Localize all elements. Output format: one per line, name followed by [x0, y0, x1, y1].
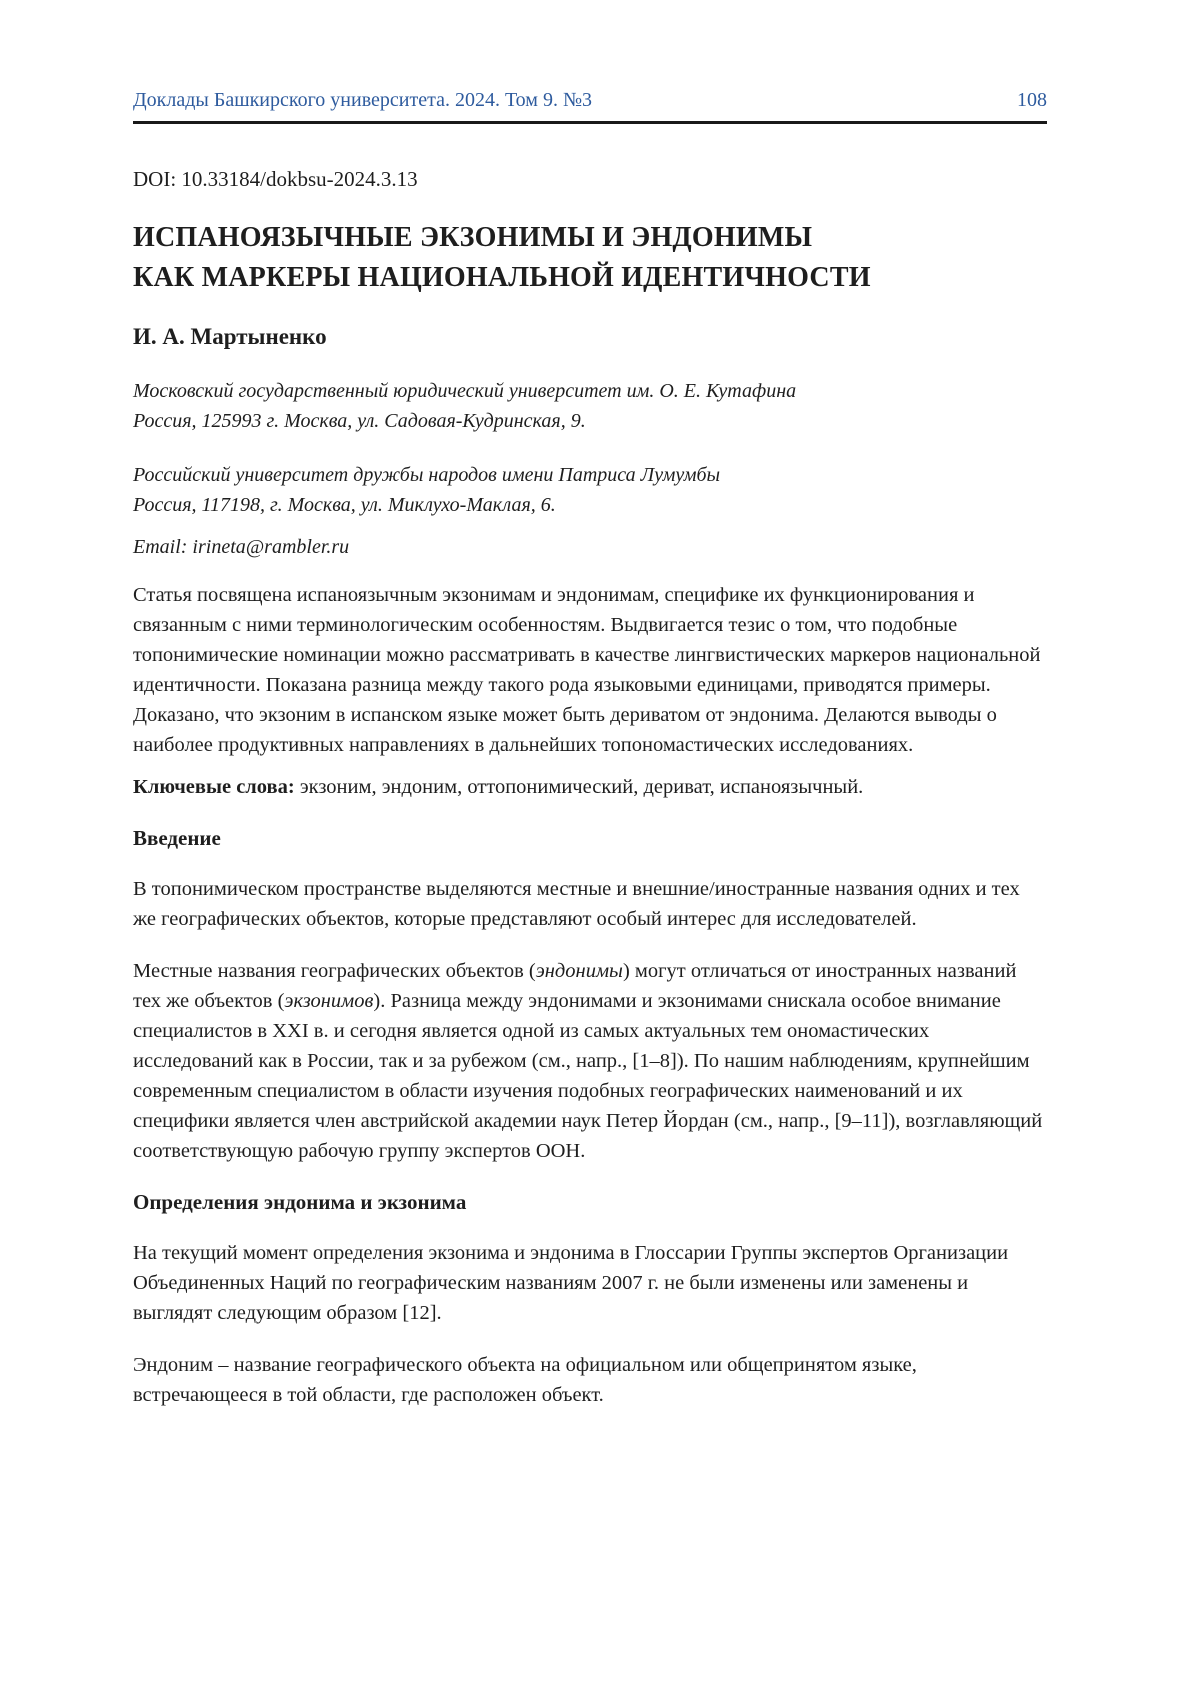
section-heading-definitions: Определения эндонима и экзонима — [133, 1190, 467, 1214]
intro-paragraph-2-text-3: ). Разница между эндонимами и экзонимами снискала особое внимание специалистов в XXI в. и сегодня является одной из самых актуальных тем ономастических исследований как в России, так и за рубежом (см., напр., [1–8]). По нашим наблюдениям, крупнейшим современным специалистом в области изучения подобных географических наименований и их специфики является член австрийской академии наук Петер Йордан (см., напр., [9–11]), возглавляющий соответствующую рабочую группу экспертов ООН. — [133, 990, 1043, 1162]
keywords-text: экзоним, эндоним, оттопонимический, дериват, испаноязычный. — [294, 776, 864, 798]
page-header — [133, 88, 1047, 112]
definitions-paragraph-2: Эндоним – название географического объекта на официальном или общепринятом языке, встречающееся в той области, где расположен объект. — [133, 1354, 917, 1406]
affiliation-1 — [133, 376, 1047, 436]
keywords-label: Ключевые слова: — [133, 776, 295, 798]
title-line-2: КАК МАРКЕРЫ НАЦИОНАЛЬНОЙ ИДЕНТИЧНОСТИ — [133, 262, 871, 293]
intro-paragraph-2-text-1: Местные названия географических объектов ( — [133, 960, 536, 982]
term-endonyms-italic: эндонимы — [535, 960, 623, 982]
email-line: Email: irineta@rambler.ru — [133, 536, 350, 558]
affiliation-1-address: Россия, 125993 г. Москва, ул. Садовая-Кудринская, 9. — [133, 410, 586, 432]
section-heading-introduction: Введение — [133, 826, 221, 850]
intro-paragraph-1: В топонимическом пространстве выделяются местные и внешние/иностранные названия одних и тех же географических объектов, которые представляют особый интерес для исследователей. — [133, 878, 1020, 930]
page-number: 108 — [1017, 89, 1047, 111]
affiliation-2 — [133, 460, 1047, 520]
definitions-paragraph-1: На текущий момент определения экзонима и эндонима в Глоссарии Группы экспертов Организации Объединенных Наций по географическим названиям 2007 г. не были изменены или заменены и выглядят следующим образом [12]. — [133, 1242, 1009, 1324]
header-rule — [133, 121, 1047, 124]
intro-paragraph-2 — [133, 956, 1047, 1166]
intro-paragraph-2-text-2: ) могут отличаться от иностранных названий тех же объектов ( — [133, 960, 1017, 1012]
affiliation-2-university: Российский университет дружбы народов имени Патриса Лумумбы — [133, 464, 721, 486]
term-exonyms-italic: экзонимов — [284, 990, 374, 1012]
journal-title: Доклады Башкирского университета. 2024. Том 9. №3 — [133, 89, 593, 111]
doi-line: DOI: 10.33184/dokbsu-2024.3.13 — [133, 167, 418, 191]
title-line-1: ИСПАНОЯЗЫЧНЫЕ ЭКЗОНИМЫ И ЭНДОНИМЫ — [133, 222, 813, 253]
author-name: И. А. Мартыненко — [133, 324, 327, 349]
affiliation-2-address: Россия, 117198, г. Москва, ул. Миклухо-Маклая, 6. — [133, 494, 556, 516]
article-body — [133, 164, 1047, 1410]
article-title — [133, 218, 1047, 298]
affiliation-1-university: Московский государственный юридический университет им. О. Е. Кутафина — [133, 380, 797, 402]
abstract-paragraph: Статья посвящена испаноязычным экзонимам и эндонимам, специфике их функционирования и связанным с ними терминологическим особенностям. Выдвигается тезис о том, что подобные топонимические номинации можно рассматривать в качестве лингвистических маркеров национальной идентичности. Показана разница между такого рода языковыми единицами, приводятся примеры. Доказано, что экзоним в испанском языке может быть дериватом от эндонима. Делаются выводы о наиболее продуктивных направлениях в дальнейших топономастических исследованиях. — [133, 584, 1041, 756]
keywords-line — [133, 772, 1047, 802]
